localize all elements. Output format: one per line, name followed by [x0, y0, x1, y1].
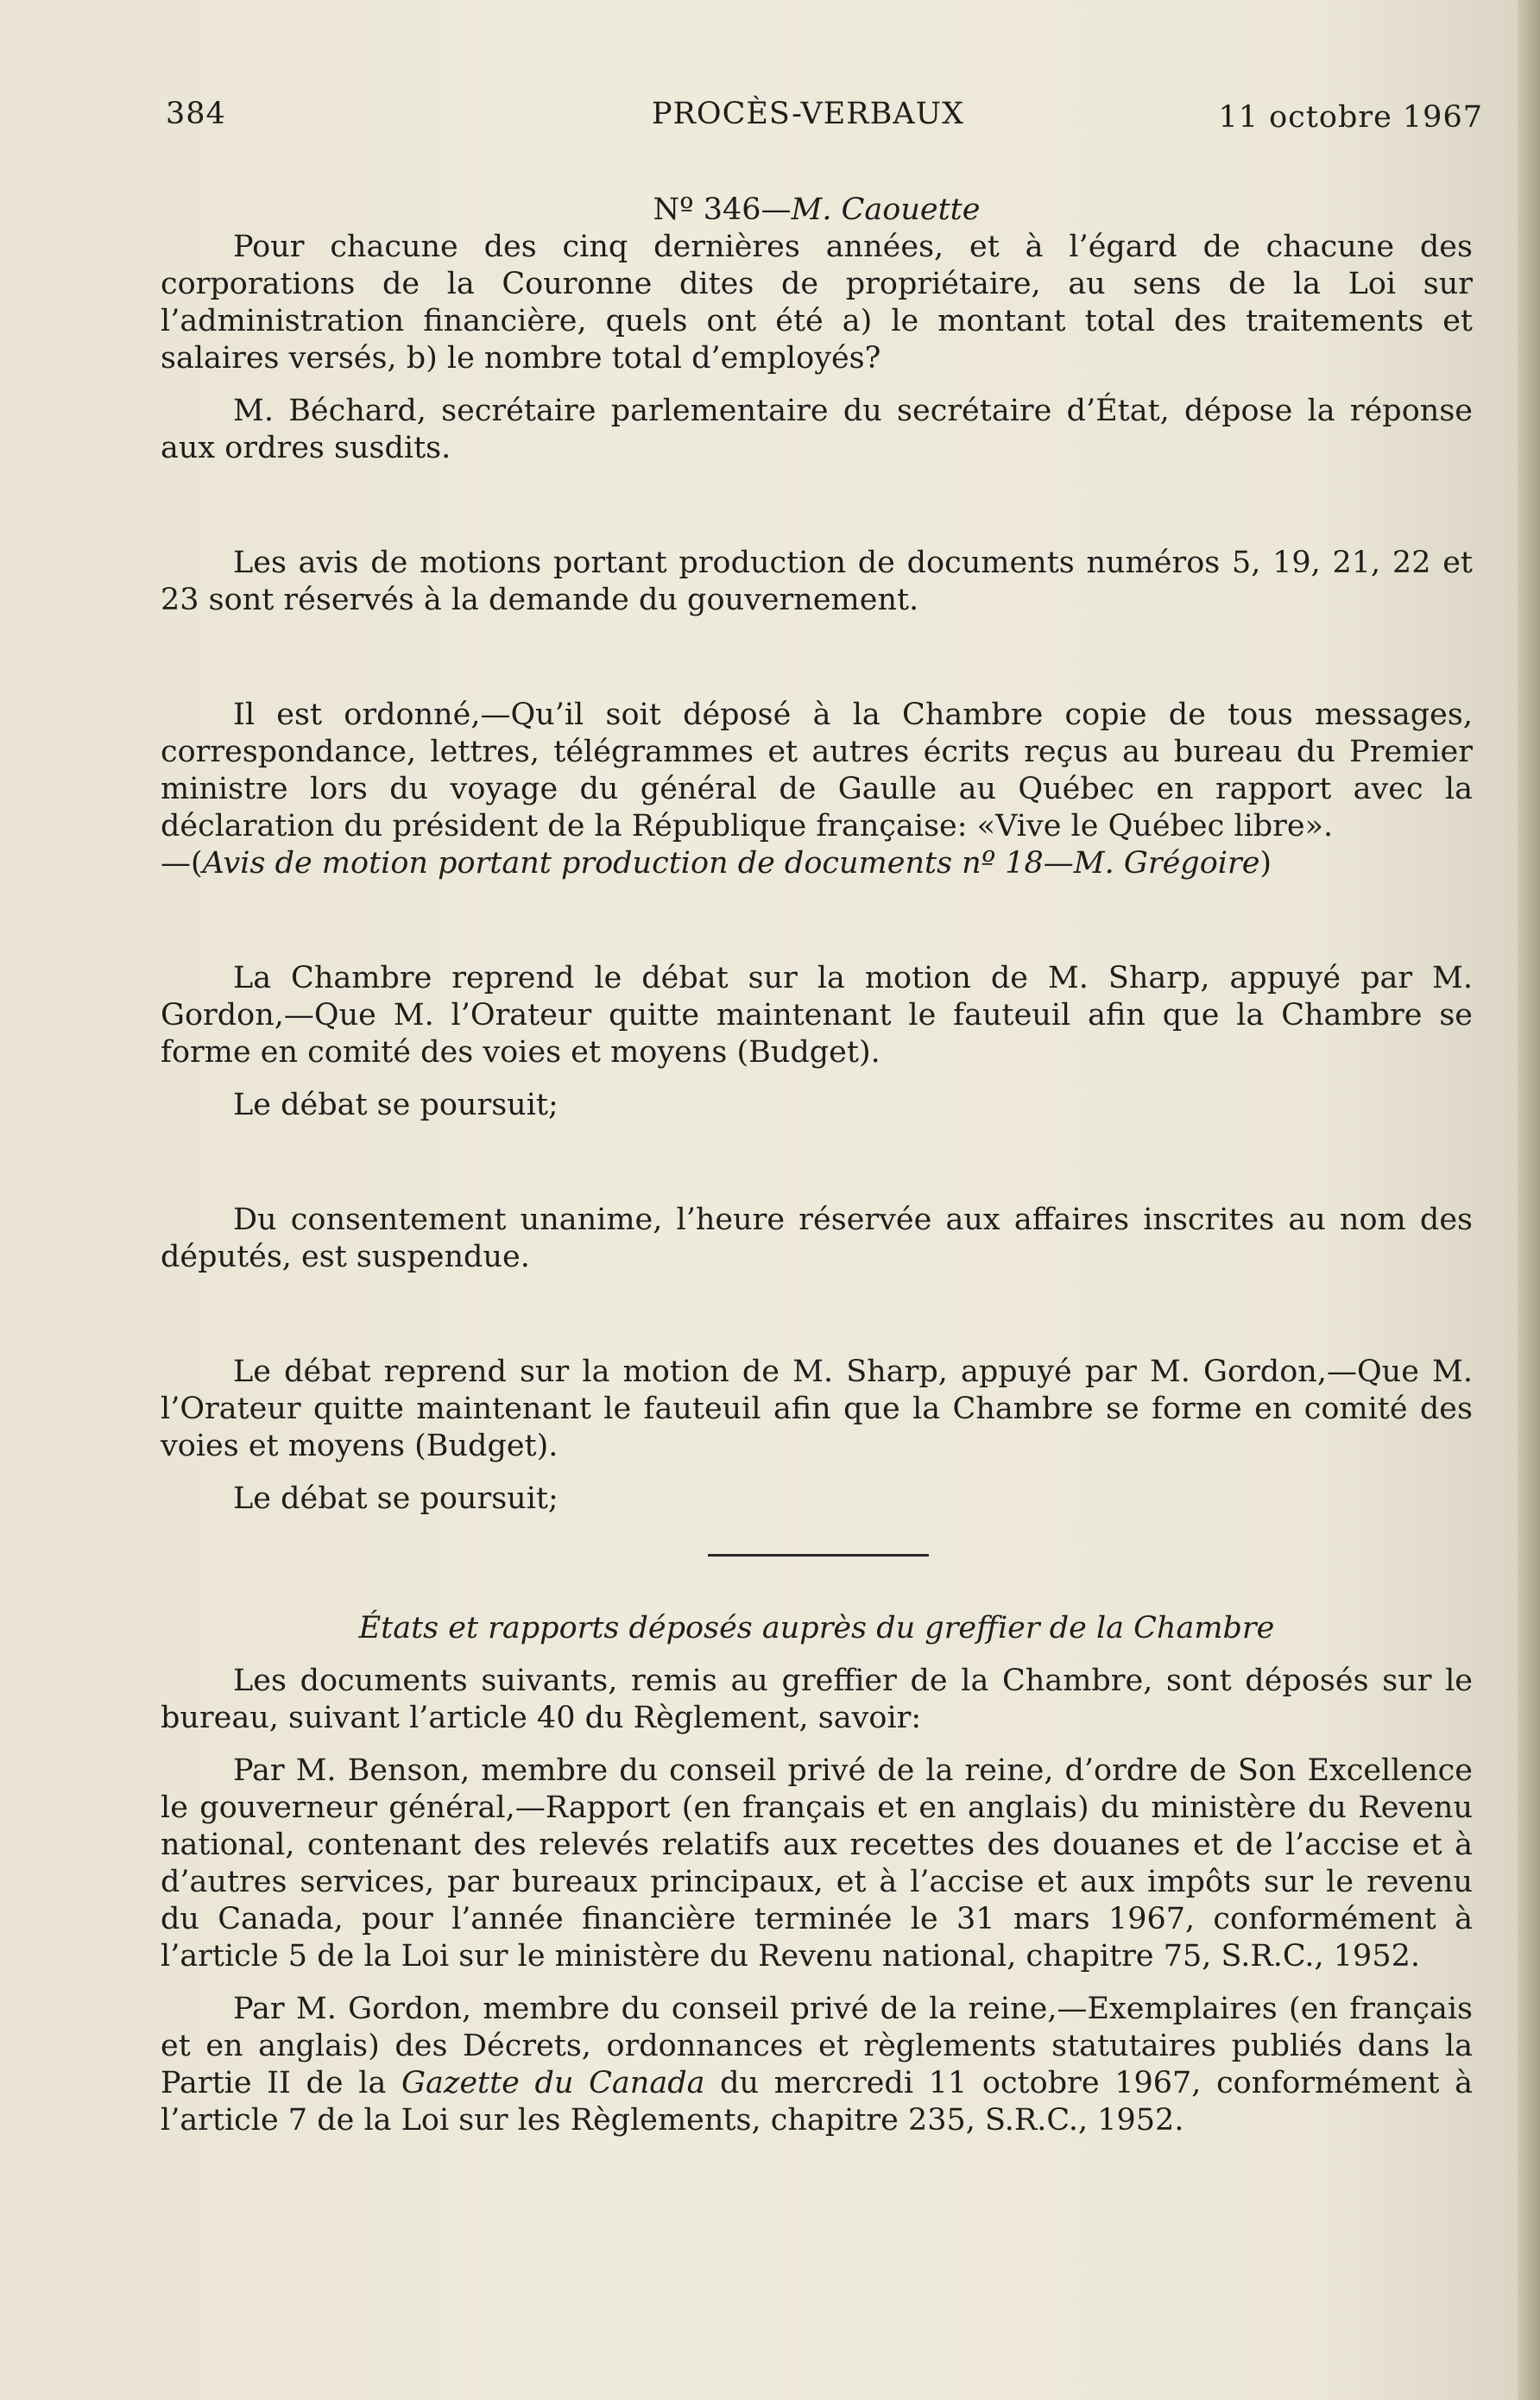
reports-section-title: États et rapports déposés auprès du greffier de la Chambre: [358, 1611, 1275, 1645]
order-reference-open: —(: [161, 846, 203, 881]
gordon-text-part-1: Par M. Gordon, membre du conseil privé de la reine,—Exemplaires (en français et en anglais) des Décrets, ordonnances et règlements statutaires publiés dans la Partie II de la: [161, 1992, 1473, 2100]
debate-continues-2: Le débat se poursuit;: [233, 1481, 559, 1516]
question-heading: [161, 192, 1473, 229]
unanimous-consent-paragraph: Du consentement unanime, l’heure réservée aux affaires inscrites au nom des députés, est suspendue.: [161, 1203, 1473, 1274]
page-body: [161, 192, 1473, 2139]
order-reference-close: ): [1259, 846, 1272, 881]
page-number: 384: [166, 97, 226, 131]
header-date: 11 octobre 1967: [1218, 100, 1483, 135]
debate-resumed-paragraph-2: Le débat reprend sur la motion de M. Sharp, appuyé par M. Gordon,—Que M. l’Orateur quitte maintenant le fauteuil afin que la Chambre se forme en comité des voies et moyens (Budget).: [161, 1355, 1473, 1463]
gordon-report-paragraph: [161, 1991, 1473, 2139]
benson-report-paragraph: Par M. Benson, membre du conseil privé de la reine, d’ordre de Son Excellence le gouverneur général,—Rapport (en français et en anglais) du ministère du Revenu national, contenant des relevés relatifs aux recettes des douanes et de l’accise et à d’autres services, par bureaux principaux, et à l’accise et aux impôts sur le revenu du Canada, pour l’année financière terminée le 31 mars 1967, conformément à l’article 5 de la Loi sur le ministère du Revenu national, chapitre 75, S.R.C., 1952.: [161, 1753, 1473, 1974]
debate-resumed-paragraph-1: La Chambre reprend le débat sur la motion de M. Sharp, appuyé par M. Gordon,—Que M. l’Orateur quitte maintenant le fauteuil afin que la Chambre se forme en comité des voies et moyens (Budget).: [161, 961, 1473, 1070]
notices-reserved-paragraph: Les avis de motions portant production de documents numéros 5, 19, 21, 22 et 23 sont réservés à la demande du gouvernement.: [161, 546, 1473, 617]
order-text: Il est ordonné,—Qu’il soit déposé à la Chambre copie de tous messages, correspondance, lettres, télégrammes et autres écrits reçus au bureau du Premier ministre lors du voyage du général de Gaulle au Québec en rapport avec la déclaration du président de la République française: «Vive le Québec libre».: [161, 698, 1473, 843]
header-title: PROCÈS-VERBAUX: [652, 97, 965, 131]
page-edge-shadow: [1518, 0, 1540, 2400]
question-text: Pour chacune des cinq dernières années, et à l’égard de chacune des corporations de la Couronne dites de propriétaire, au sens de la Loi sur l’administration financière, quels ont été a) le montant total des traitements et salaires versés, b) le nombre total d’employés?: [161, 230, 1473, 376]
order-reference: Avis de motion portant production de documents nº 18—M. Grégoire: [202, 846, 1260, 881]
question-number: Nº 346—: [653, 193, 792, 227]
gordon-text-part-2: du mercredi 11 octobre 1967, conformément à l’article 7 de la Loi sur les Règlements, chapitre 235, S.R.C., 1952.: [161, 2066, 1473, 2138]
section-divider: [708, 1554, 929, 1557]
running-header: [164, 97, 1483, 148]
debate-continues-1: Le débat se poursuit;: [233, 1088, 559, 1122]
answer-tabled-paragraph: M. Béchard, secrétaire parlementaire du secrétaire d’État, dépose la réponse aux ordres susdits.: [161, 394, 1473, 465]
gazette-title: Gazette du Canada: [401, 2066, 705, 2100]
reports-intro: Les documents suivants, remis au greffier de la Chambre, sont déposés sur le bureau, suivant l’article 40 du Règlement, savoir:: [161, 1664, 1473, 1735]
order-paragraph: [161, 697, 1473, 882]
question-member: M. Caouette: [791, 193, 981, 227]
